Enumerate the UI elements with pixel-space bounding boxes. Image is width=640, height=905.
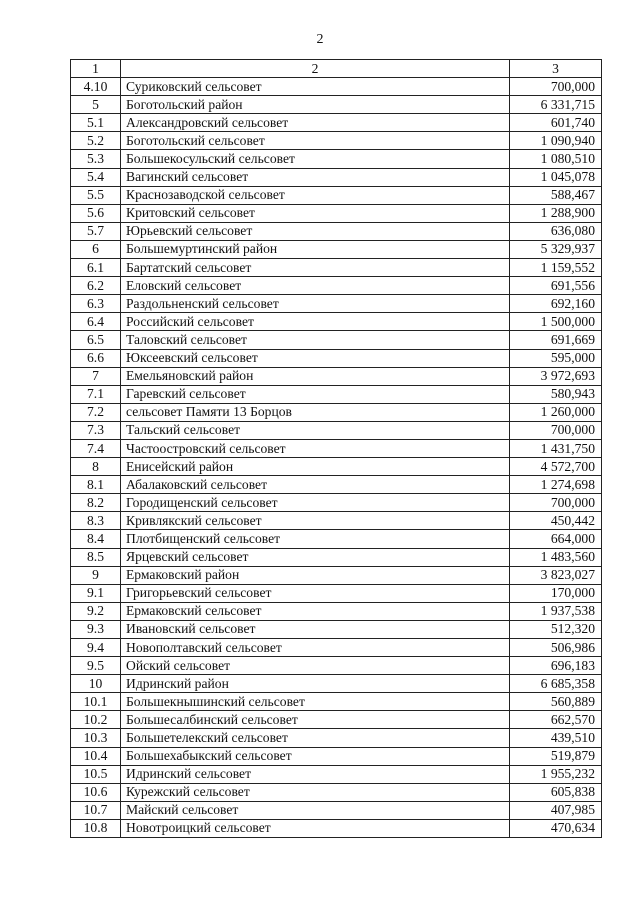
row-number-cell: 10.8 — [71, 819, 121, 837]
row-value-cell: 1 937,538 — [510, 602, 602, 620]
table-row — [71, 819, 602, 837]
row-number-cell: 8.3 — [71, 512, 121, 530]
row-name-cell: Идринский район — [121, 675, 510, 693]
row-name-cell: Майский сельсовет — [121, 801, 510, 819]
row-value-cell: 519,879 — [510, 747, 602, 765]
row-name-cell: Большесалбинский сельсовет — [121, 711, 510, 729]
allocation-table — [70, 59, 602, 838]
row-value-cell: 700,000 — [510, 421, 602, 439]
row-name-cell: Кривлякский сельсовет — [121, 512, 510, 530]
row-number-cell: 5.2 — [71, 132, 121, 150]
row-number-cell: 8.4 — [71, 530, 121, 548]
row-number-cell: 6.3 — [71, 295, 121, 313]
table-row — [71, 693, 602, 711]
table-row — [71, 403, 602, 421]
row-value-cell: 664,000 — [510, 530, 602, 548]
row-number-cell: 9.4 — [71, 639, 121, 657]
row-number-cell: 7 — [71, 367, 121, 385]
row-value-cell: 691,669 — [510, 331, 602, 349]
table-row — [71, 295, 602, 313]
table-row — [71, 657, 602, 675]
page-number: 2 — [316, 32, 324, 47]
row-name-cell: Краснозаводской сельсовет — [121, 186, 510, 204]
row-name-cell: сельсовет Памяти 13 Борцов — [121, 403, 510, 421]
table-row — [71, 584, 602, 602]
table-row — [71, 150, 602, 168]
row-name-cell: Большекнышинский сельсовет — [121, 693, 510, 711]
table-row — [71, 421, 602, 439]
row-value-cell: 601,740 — [510, 114, 602, 132]
table-row — [71, 639, 602, 657]
table-row — [71, 313, 602, 331]
row-value-cell: 1 080,510 — [510, 150, 602, 168]
table-row — [71, 675, 602, 693]
table-row — [71, 729, 602, 747]
table-row — [71, 96, 602, 114]
table-row — [71, 114, 602, 132]
table-row — [71, 367, 602, 385]
row-number-cell: 10.3 — [71, 729, 121, 747]
table-row — [71, 240, 602, 258]
row-name-cell: Ивановский сельсовет — [121, 620, 510, 638]
row-value-cell: 605,838 — [510, 783, 602, 801]
row-number-cell: 7.1 — [71, 385, 121, 403]
row-value-cell: 700,000 — [510, 78, 602, 96]
row-value-cell: 6 331,715 — [510, 96, 602, 114]
row-value-cell: 506,986 — [510, 639, 602, 657]
row-value-cell: 662,570 — [510, 711, 602, 729]
table-row — [71, 132, 602, 150]
row-name-cell: Большемуртинский район — [121, 240, 510, 258]
row-value-cell: 636,080 — [510, 222, 602, 240]
table-row — [71, 439, 602, 457]
row-value-cell: 580,943 — [510, 385, 602, 403]
row-number-cell: 5 — [71, 96, 121, 114]
row-number-cell: 9 — [71, 566, 121, 584]
row-name-cell: Абалаковский сельсовет — [121, 476, 510, 494]
row-number-cell: 10.5 — [71, 765, 121, 783]
row-name-cell: Большекосульский сельсовет — [121, 150, 510, 168]
row-number-cell: 6.5 — [71, 331, 121, 349]
row-name-cell: Боготольский район — [121, 96, 510, 114]
row-value-cell: 4 572,700 — [510, 458, 602, 476]
table-row — [71, 349, 602, 367]
table-row — [71, 78, 602, 96]
row-number-cell: 6.4 — [71, 313, 121, 331]
row-number-cell: 10.2 — [71, 711, 121, 729]
row-number-cell: 8.2 — [71, 494, 121, 512]
column-header-1: 1 — [71, 60, 121, 78]
table-row — [71, 801, 602, 819]
row-value-cell: 588,467 — [510, 186, 602, 204]
row-name-cell: Новотроицкий сельсовет — [121, 819, 510, 837]
table-body — [71, 78, 602, 838]
row-number-cell: 9.3 — [71, 620, 121, 638]
row-name-cell: Александровский сельсовет — [121, 114, 510, 132]
row-name-cell: Курежский сельсовет — [121, 783, 510, 801]
row-name-cell: Большехабыкский сельсовет — [121, 747, 510, 765]
row-name-cell: Тальский сельсовет — [121, 421, 510, 439]
table-row — [71, 259, 602, 277]
table-row — [71, 222, 602, 240]
table-row — [71, 476, 602, 494]
table-header-row — [71, 60, 602, 78]
row-name-cell: Таловский сельсовет — [121, 331, 510, 349]
row-value-cell: 1 500,000 — [510, 313, 602, 331]
row-number-cell: 5.3 — [71, 150, 121, 168]
row-number-cell: 10 — [71, 675, 121, 693]
row-number-cell: 10.4 — [71, 747, 121, 765]
row-number-cell: 7.3 — [71, 421, 121, 439]
row-name-cell: Городищенский сельсовет — [121, 494, 510, 512]
row-name-cell: Григорьевский сельсовет — [121, 584, 510, 602]
row-name-cell: Вагинский сельсовет — [121, 168, 510, 186]
row-number-cell: 5.4 — [71, 168, 121, 186]
row-name-cell: Юксеевский сельсовет — [121, 349, 510, 367]
row-number-cell: 8 — [71, 458, 121, 476]
row-value-cell: 1 431,750 — [510, 439, 602, 457]
row-value-cell: 6 685,358 — [510, 675, 602, 693]
row-value-cell: 1 159,552 — [510, 259, 602, 277]
row-name-cell: Боготольский сельсовет — [121, 132, 510, 150]
table-row — [71, 548, 602, 566]
row-name-cell: Емельяновский район — [121, 367, 510, 385]
table-row — [71, 747, 602, 765]
row-number-cell: 9.1 — [71, 584, 121, 602]
row-value-cell: 1 090,940 — [510, 132, 602, 150]
row-name-cell: Енисейский район — [121, 458, 510, 476]
row-name-cell: Российский сельсовет — [121, 313, 510, 331]
row-name-cell: Ярцевский сельсовет — [121, 548, 510, 566]
table-row — [71, 530, 602, 548]
table-row — [71, 277, 602, 295]
row-number-cell: 6.1 — [71, 259, 121, 277]
row-name-cell: Критовский сельсовет — [121, 204, 510, 222]
row-number-cell: 9.5 — [71, 657, 121, 675]
table-row — [71, 204, 602, 222]
row-value-cell: 3 823,027 — [510, 566, 602, 584]
row-name-cell: Ермаковский район — [121, 566, 510, 584]
table-row — [71, 331, 602, 349]
row-value-cell: 1 260,000 — [510, 403, 602, 421]
table-row — [71, 711, 602, 729]
row-value-cell: 692,160 — [510, 295, 602, 313]
row-number-cell: 6.2 — [71, 277, 121, 295]
row-value-cell: 1 045,078 — [510, 168, 602, 186]
row-value-cell: 3 972,693 — [510, 367, 602, 385]
row-number-cell: 5.5 — [71, 186, 121, 204]
row-number-cell: 9.2 — [71, 602, 121, 620]
row-number-cell: 7.4 — [71, 439, 121, 457]
column-header-2: 2 — [121, 60, 510, 78]
row-number-cell: 8.5 — [71, 548, 121, 566]
row-name-cell: Раздольненский сельсовет — [121, 295, 510, 313]
table-row — [71, 566, 602, 584]
row-name-cell: Плотбищенский сельсовет — [121, 530, 510, 548]
row-value-cell: 470,634 — [510, 819, 602, 837]
table-row — [71, 186, 602, 204]
row-value-cell: 700,000 — [510, 494, 602, 512]
table-row — [71, 385, 602, 403]
table-row — [71, 783, 602, 801]
row-name-cell: Новополтавский сельсовет — [121, 639, 510, 657]
row-value-cell: 439,510 — [510, 729, 602, 747]
row-value-cell: 595,000 — [510, 349, 602, 367]
column-header-3: 3 — [510, 60, 602, 78]
row-number-cell: 10.6 — [71, 783, 121, 801]
row-number-cell: 6.6 — [71, 349, 121, 367]
row-name-cell: Юрьевский сельсовет — [121, 222, 510, 240]
table-row — [71, 620, 602, 638]
row-value-cell: 512,320 — [510, 620, 602, 638]
row-value-cell: 407,985 — [510, 801, 602, 819]
row-value-cell: 696,183 — [510, 657, 602, 675]
row-name-cell: Ермаковский сельсовет — [121, 602, 510, 620]
row-number-cell: 8.1 — [71, 476, 121, 494]
row-number-cell: 7.2 — [71, 403, 121, 421]
table-row — [71, 765, 602, 783]
table-row — [71, 494, 602, 512]
row-value-cell: 170,000 — [510, 584, 602, 602]
row-number-cell: 5.1 — [71, 114, 121, 132]
table-row — [71, 602, 602, 620]
row-number-cell: 10.7 — [71, 801, 121, 819]
row-number-cell: 5.7 — [71, 222, 121, 240]
row-value-cell: 560,889 — [510, 693, 602, 711]
row-number-cell: 5.6 — [71, 204, 121, 222]
table-row — [71, 458, 602, 476]
row-number-cell: 10.1 — [71, 693, 121, 711]
row-value-cell: 1 288,900 — [510, 204, 602, 222]
row-name-cell: Еловский сельсовет — [121, 277, 510, 295]
row-value-cell: 5 329,937 — [510, 240, 602, 258]
table-row — [71, 512, 602, 530]
row-value-cell: 1 955,232 — [510, 765, 602, 783]
row-name-cell: Частоостровский сельсовет — [121, 439, 510, 457]
row-name-cell: Ойский сельсовет — [121, 657, 510, 675]
row-value-cell: 691,556 — [510, 277, 602, 295]
row-number-cell: 4.10 — [71, 78, 121, 96]
row-value-cell: 1 483,560 — [510, 548, 602, 566]
row-value-cell: 1 274,698 — [510, 476, 602, 494]
row-value-cell: 450,442 — [510, 512, 602, 530]
row-name-cell: Большетелекский сельсовет — [121, 729, 510, 747]
row-name-cell: Гаревский сельсовет — [121, 385, 510, 403]
row-name-cell: Бартатский сельсовет — [121, 259, 510, 277]
row-name-cell: Идринский сельсовет — [121, 765, 510, 783]
row-name-cell: Суриковский сельсовет — [121, 78, 510, 96]
table-row — [71, 168, 602, 186]
row-number-cell: 6 — [71, 240, 121, 258]
